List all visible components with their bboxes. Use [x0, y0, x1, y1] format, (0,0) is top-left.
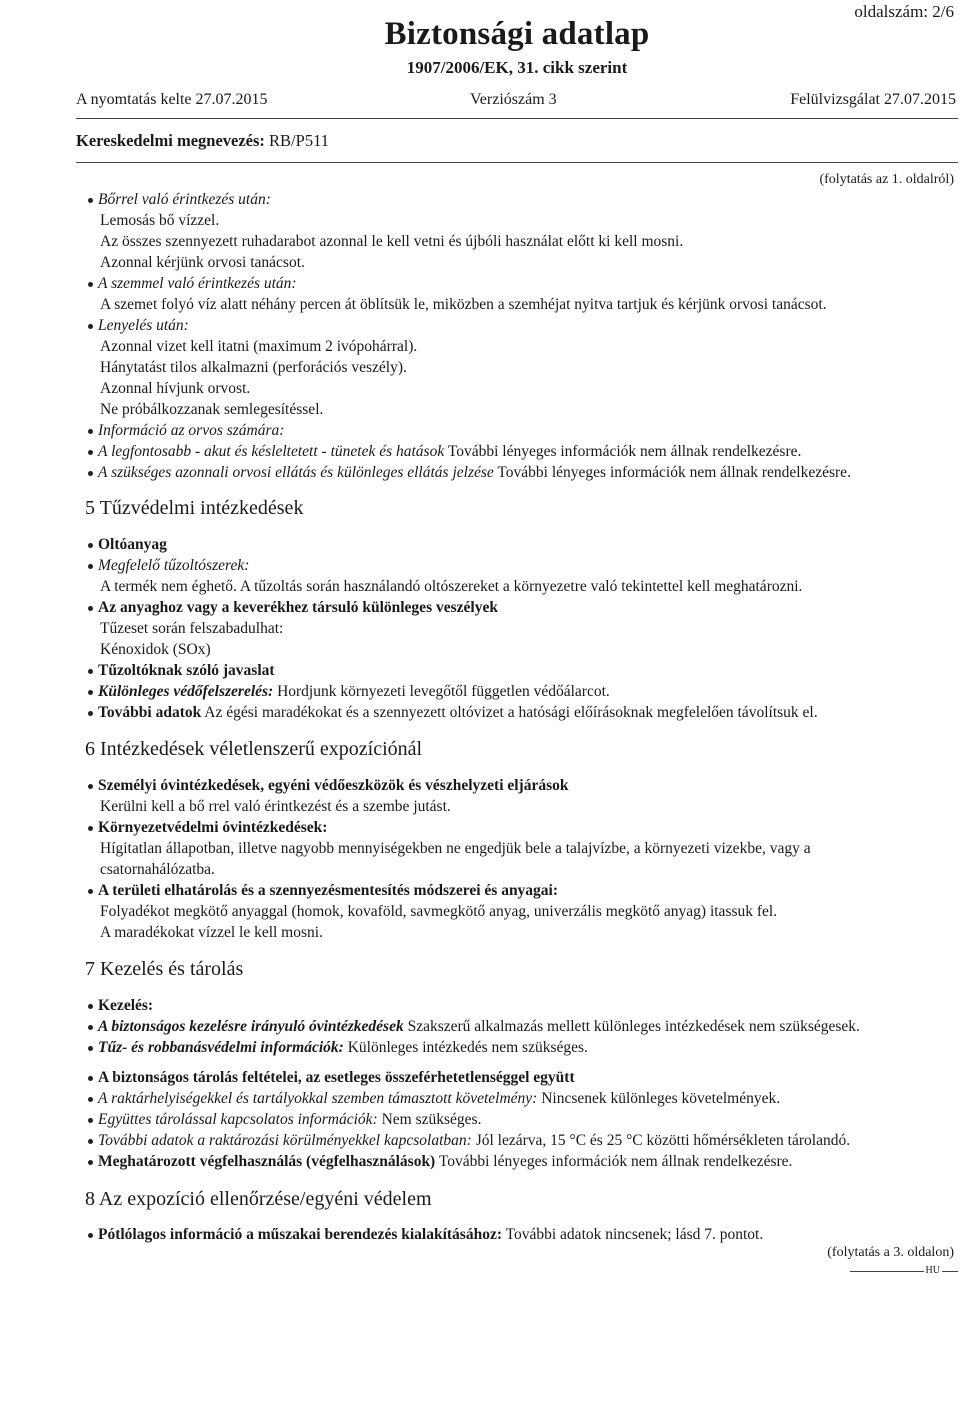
personal-precautions-text: Kerülni kell a bő rrel való érintkezést és a szembe jutást. [100, 798, 451, 815]
trade-name-value: RB/P511 [269, 131, 329, 150]
joint-storage-label: Együttes tárolással kapcsolatos információk: [98, 1111, 378, 1128]
protective-equipment-text: Hordjunk környezeti levegőtől független védőálarcot. [277, 683, 610, 700]
firefighter-advice-item [88, 662, 275, 680]
symptoms-item [88, 443, 801, 461]
end-use-item [88, 1153, 792, 1171]
version: Verziószám 3 [470, 91, 557, 108]
medical-care-value: További lényeges információk nem állnak rendelkezésre. [497, 464, 851, 481]
skin-contact-item [88, 191, 271, 209]
safe-handling-item [88, 1018, 860, 1036]
symptoms-value: További lényeges információk nem állnak rendelkezésre. [447, 443, 802, 460]
further-data-label: További adatok [98, 704, 202, 721]
suitable-agents-label: Megfelelő tűzoltószerek: [98, 557, 250, 574]
safe-storage-item [88, 1069, 575, 1087]
revision-date: Felülvizsgálat 27.07.2015 [790, 91, 956, 108]
environmental-line: Hígitatlan állapotban, illetve nagyobb mennyiségekben ne engedjük bele a talajvízbe, a környezeti vizekbe, vagy a [100, 840, 811, 857]
skin-line: Az összes szennyezett ruhadarabot azonnal le kell vetni és újbóli használat előtt ki kell mosni. [100, 233, 684, 250]
document-subtitle: 1907/2006/EK, 31. cikk szerint [406, 58, 628, 77]
extinguishing-media-label: Oltóanyag [98, 536, 167, 553]
engineering-controls-item [88, 1226, 763, 1244]
containment-label: A területi elhatárolás és a szennyezésmentesítés módszerei és anyagai: [98, 882, 559, 899]
suitable-agents-text: A termék nem éghető. A tűzoltás során használandó oltószereket a környezetre való tekintettel kell meghatározni. [100, 578, 803, 595]
medical-care-item [88, 464, 851, 482]
containment-line: A maradékokat vízzel le kell mosni. [100, 924, 323, 941]
extinguishing-media-item [88, 536, 167, 554]
end-use-value: További lényeges információk nem állnak rendelkezésre. [438, 1153, 793, 1170]
doctor-info-label: Információ az orvos számára: [98, 422, 285, 439]
header-rule [76, 118, 958, 119]
medical-care-label: A szükséges azonnali orvosi ellátás és különleges ellátás jelzése [98, 464, 494, 481]
joint-storage-value: Nem szükséges. [381, 1111, 482, 1128]
document-title: Biztonsági adatlap [384, 16, 650, 52]
storage-requirements-value: Nincsenek különleges követelmények. [541, 1090, 781, 1107]
continued-from: (folytatás az 1. oldalról) [819, 172, 954, 187]
ingestion-line: Ne próbálkozzanak semlegesítéssel. [100, 401, 324, 418]
fire-explosion-label: Tűz- és robbanásvédelmi információk: [98, 1039, 344, 1056]
joint-storage-item [88, 1111, 481, 1129]
handling-label: Kezelés: [98, 997, 154, 1014]
firefighter-advice-label: Tűzoltóknak szóló javaslat [98, 662, 275, 679]
fire-explosion-value: Különleges intézkedés nem szükséges. [347, 1039, 588, 1056]
protective-equipment-item [88, 683, 610, 701]
print-date: A nyomtatás kelte 27.07.2015 [76, 91, 268, 108]
skin-contact-label: Bőrrel való érintkezés után: [98, 191, 271, 208]
section-7-heading: 7 Kezelés és tárolás [85, 958, 244, 980]
handling-item [88, 997, 153, 1015]
hazards-line: Tűzeset során felszabadulhat: [100, 620, 284, 637]
language-code: HU [925, 1265, 940, 1276]
containment-item [88, 882, 558, 900]
personal-precautions-label: Személyi óvintézkedések, egyéni védőeszközök és vészhelyzeti eljárások [98, 777, 569, 794]
end-use-label: Meghatározott végfelhasználás (végfelhasználások) [98, 1153, 436, 1170]
environmental-precautions-label: Környezetvédelmi óvintézkedések: [98, 819, 328, 836]
containment-line: Folyadékot megkötő anyaggal (homok, kovaföld, savmegkötő anyag, univerzális megkötő anyag) itassuk fel. [100, 903, 778, 920]
skin-line: Azonnal kérjünk orvosi tanácsot. [100, 254, 305, 271]
hazards-line: Kénoxidok (SOx) [100, 641, 211, 658]
skin-line: Lemosás bő vízzel. [100, 212, 220, 229]
personal-precautions-item [88, 777, 569, 795]
ingestion-item [88, 317, 189, 335]
storage-requirements-item [88, 1090, 780, 1108]
ingestion-line: Azonnal hívjunk orvost. [100, 380, 251, 397]
fire-explosion-item [88, 1039, 588, 1057]
special-hazards-item [88, 599, 498, 617]
continued-to: (folytatás a 3. oldalon) [827, 1245, 954, 1260]
trade-name [76, 131, 329, 151]
ingestion-label: Lenyelés után: [98, 317, 189, 334]
environmental-line: csatornahálózatba. [100, 861, 215, 878]
symptoms-label: A legfontosabb - akut és késleltetett - tünetek és hatások [98, 443, 445, 460]
further-data-text: Az égési maradékokat és a szennyezett oltóvizet a hatósági előírásoknak megfelelően távolítsuk el. [204, 704, 818, 721]
suitable-agents-item [88, 557, 249, 575]
special-hazards-label: Az anyaghoz vagy a keverékhez társuló különleges veszélyek [98, 599, 498, 616]
protective-equipment-label: Különleges védőfelszerelés: [98, 683, 274, 700]
storage-conditions-item [88, 1132, 850, 1150]
storage-conditions-label: További adatok a raktározási körülményekkel kapcsolatban: [98, 1132, 472, 1149]
trade-name-label: Kereskedelmi megnevezés: [76, 131, 265, 150]
ingestion-line: Azonnal vizet kell itatni (maximum 2 ivópohárral). [100, 338, 418, 355]
doctor-info-item [88, 422, 284, 440]
eye-contact-item [88, 275, 297, 293]
section-6-heading: 6 Intézkedések véletlenszerű expozíciónál [85, 738, 423, 760]
trade-name-rule [76, 162, 958, 163]
safe-handling-label: A biztonságos kezelésre irányuló óvintézkedések [98, 1018, 404, 1035]
environmental-precautions-item [88, 819, 327, 837]
page-number: oldalszám: 2/6 [854, 2, 954, 21]
ingestion-line: Hánytatást tilos alkalmazni (perforációs veszély). [100, 359, 407, 376]
safe-handling-value: Szakszerű alkalmazás mellett különleges intézkedések nem szükségesek. [407, 1018, 860, 1035]
engineering-controls-label: Pótlólagos információ a műszakai berendezés kialakításához: [98, 1226, 502, 1243]
eye-contact-label: A szemmel való érintkezés után: [98, 275, 297, 292]
section-8-heading: 8 Az expozíció ellenőrzése/egyéni védelem [85, 1188, 432, 1210]
engineering-controls-value: További adatok nincsenek; lásd 7. pontot. [505, 1226, 764, 1243]
further-data-item [88, 704, 818, 722]
section-5-heading: 5 Tűzvédelmi intézkedések [85, 497, 304, 519]
storage-conditions-value: Jól lezárva, 15 °C és 25 °C közötti hőmérsékleten tárolandó. [475, 1132, 851, 1149]
safe-storage-label: A biztonságos tárolás feltételei, az esetleges összeférhetetlenséggel együtt [98, 1069, 575, 1086]
eye-line: A szemet folyó víz alatt néhány percen át öblítsük le, miközben a szemhéjat nyitva tartjuk és kérjünk orvosi tanácsot. [100, 296, 827, 313]
storage-requirements-label: A raktárhelyiségekkel és tartályokkal szemben támasztott követelmény: [98, 1090, 538, 1107]
